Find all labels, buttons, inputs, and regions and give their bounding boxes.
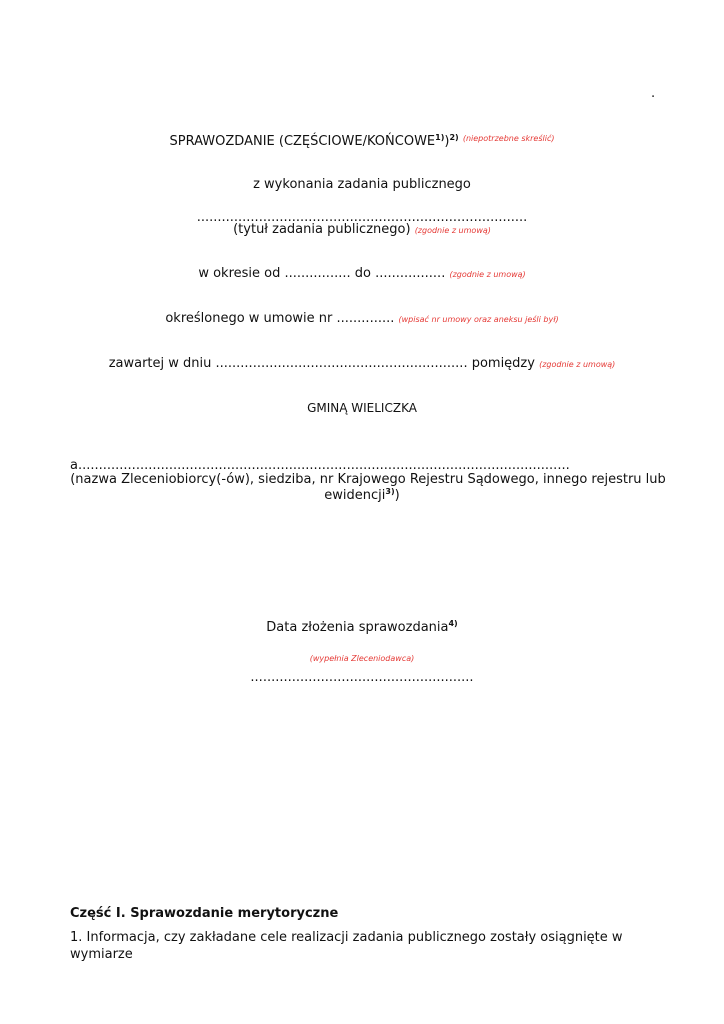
period-text: w okresie od ................ do ................. <box>198 266 446 281</box>
contractor-desc-tail: ) <box>394 488 400 503</box>
concluded-row <box>0 356 724 373</box>
task-title-note: (zgodnie z umową) <box>414 226 491 235</box>
task-title-dots: ................................................................................ <box>196 210 528 225</box>
contractor-desc-line1: (nazwa Zleceniobiorcy(-ów), siedziba, nr Krajowego Rejestru Sądowego, innego rejestru lub <box>70 472 666 487</box>
title-close-paren: ) <box>444 134 450 149</box>
contract-note: (wpisać nr umowy oraz aneksu jeśli był) <box>398 315 559 324</box>
contract-text: określonego w umowie nr .............. <box>165 311 395 326</box>
footnote-2: 2) <box>449 133 459 142</box>
submission-dots: ...................................................... <box>250 670 474 685</box>
task-title-label: (tytuł zadania publicznego) <box>233 222 411 237</box>
period-row <box>0 266 724 283</box>
period-note: (zgodnie z umową) <box>449 270 526 279</box>
footnote-4: 4) <box>448 619 458 628</box>
part1-heading: Część I. Sprawozdanie merytoryczne <box>70 906 339 921</box>
party-name: GMINĄ WIELICZKA <box>307 401 417 415</box>
contract-row <box>0 311 724 328</box>
contractor-desc-text: ewidencji <box>324 488 386 503</box>
contractor-dots: a....................................................................................................................... <box>70 458 570 473</box>
concluded-note: (zgodnie z umową) <box>539 360 616 369</box>
report-title <box>0 131 724 150</box>
submission-date-label: Data złożenia sprawozdania <box>266 620 449 635</box>
concluded-text: zawartej w dniu ............................................................. pomiędzy <box>108 356 535 371</box>
report-title-text: SPRAWOZDANIE (CZĘŚCIOWE/KOŃCOWE <box>169 134 436 149</box>
corner-dot: . <box>651 86 656 101</box>
footnote-3: 3) <box>385 487 395 496</box>
submission-date-row <box>0 620 724 636</box>
contractor-desc-line2 <box>0 488 724 504</box>
task-title-label-row <box>0 222 724 239</box>
report-subtitle: z wykonania zadania publicznego <box>253 177 471 192</box>
footnote-1: 1) <box>435 133 445 142</box>
submission-note-row <box>0 650 724 667</box>
part1-item1: 1. Informacja, czy zakładane cele realizacji zadania publicznego zostały osiągnięte w wymiarze <box>70 930 623 962</box>
submission-note: (wypełnia Zleceniodawca) <box>309 654 415 663</box>
title-note: (niepotrzebne skreślić) <box>462 134 555 143</box>
